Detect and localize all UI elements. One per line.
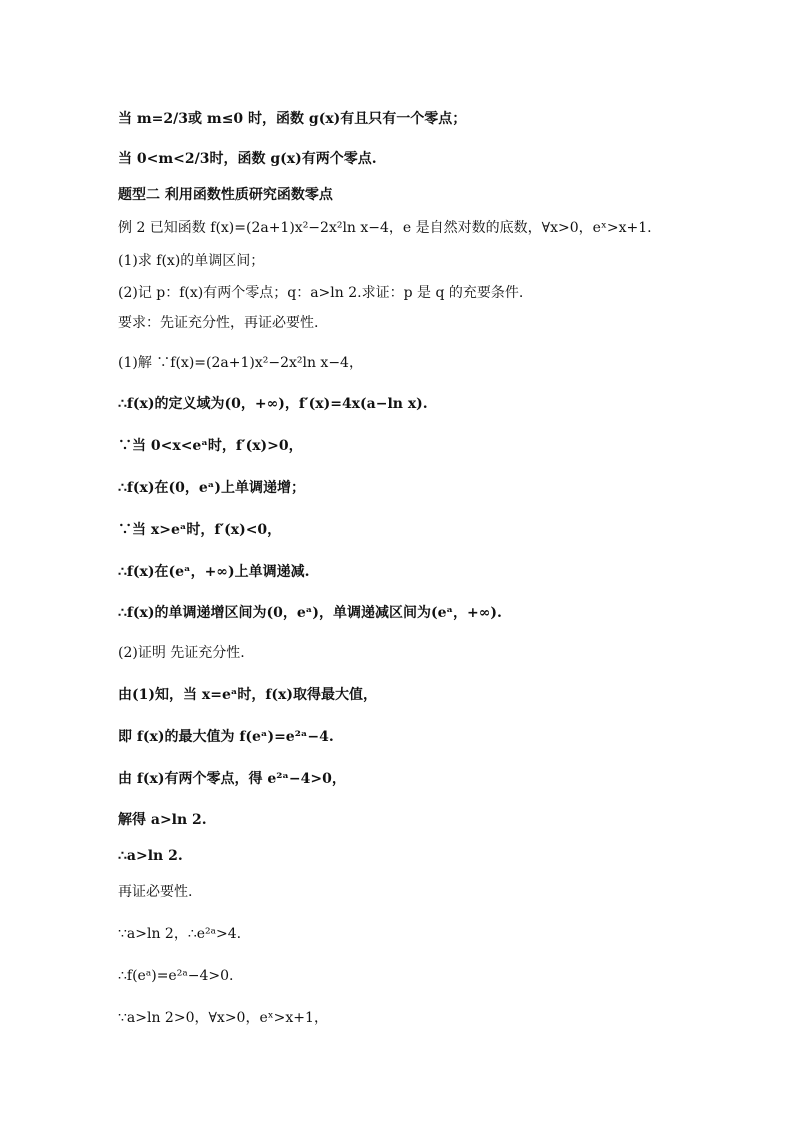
solution-line-5: ∵当 x>eᵃ时，f′(x)<0，: [118, 522, 282, 538]
solution-line-3: ∵当 0<x<eᵃ时，f′(x)>0，: [118, 438, 303, 454]
solution-line-6: ∴f(x)在(eᵃ，+∞)上单调递减.: [118, 564, 310, 580]
necessity-line-2: ∴f(eᵃ)=e²ᵃ−4>0.: [118, 968, 234, 984]
proof-line-4: 解得 a>ln 2.: [118, 812, 207, 828]
requirement-note: 要求：先证充分性，再证必要性.: [118, 315, 319, 331]
proof-heading: (2)证明 先证充分性.: [118, 645, 245, 661]
necessity-heading: 再证必要性.: [118, 884, 193, 900]
solution-line-1: (1)解 ∵f(x)=(2a+1)x²−2x²ln x−4，: [118, 355, 363, 371]
text-line-1: 当 m=2/3或 m≤0 时，函数 g(x)有且只有一个零点；: [118, 111, 467, 127]
text-line-2: 当 0<m<2/3时，函数 g(x)有两个零点.: [118, 151, 377, 167]
question-part-2: (2)记 p：f(x)有两个零点；q：a>ln 2.求证：p 是 q 的充要条件.: [118, 285, 524, 301]
solution-line-2: ∴f(x)的定义域为(0，+∞)，f′(x)=4x(a−ln x).: [118, 396, 428, 412]
necessity-line-3: ∵a>ln 2>0，∀x>0，eˣ>x+1，: [118, 1010, 328, 1026]
proof-line-2: 即 f(x)的最大值为 f(eᵃ)=e²ᵃ−4.: [118, 729, 334, 745]
solution-line-7: ∴f(x)的单调递增区间为(0，eᵃ)，单调递减区间为(eᵃ，+∞).: [118, 605, 502, 621]
section-heading: 题型二 利用函数性质研究函数零点: [118, 187, 333, 203]
solution-line-4: ∴f(x)在(0，eᵃ)上单调递增；: [118, 480, 305, 496]
proof-line-5: ∴a>ln 2.: [118, 848, 183, 864]
example-statement: 例 2 已知函数 f(x)=(2a+1)x²−2x²ln x−4，e 是自然对数的底数，∀x>0，eˣ>x+1.: [118, 220, 652, 236]
question-part-1: (1)求 f(x)的单调区间；: [118, 253, 265, 269]
proof-line-3: 由 f(x)有两个零点，得 e²ᵃ−4>0，: [118, 771, 346, 787]
proof-line-1: 由(1)知，当 x=eᵃ时，f(x)取得最大值，: [118, 687, 377, 703]
necessity-line-1: ∵a>ln 2，∴e²ᵃ>4.: [118, 926, 242, 942]
